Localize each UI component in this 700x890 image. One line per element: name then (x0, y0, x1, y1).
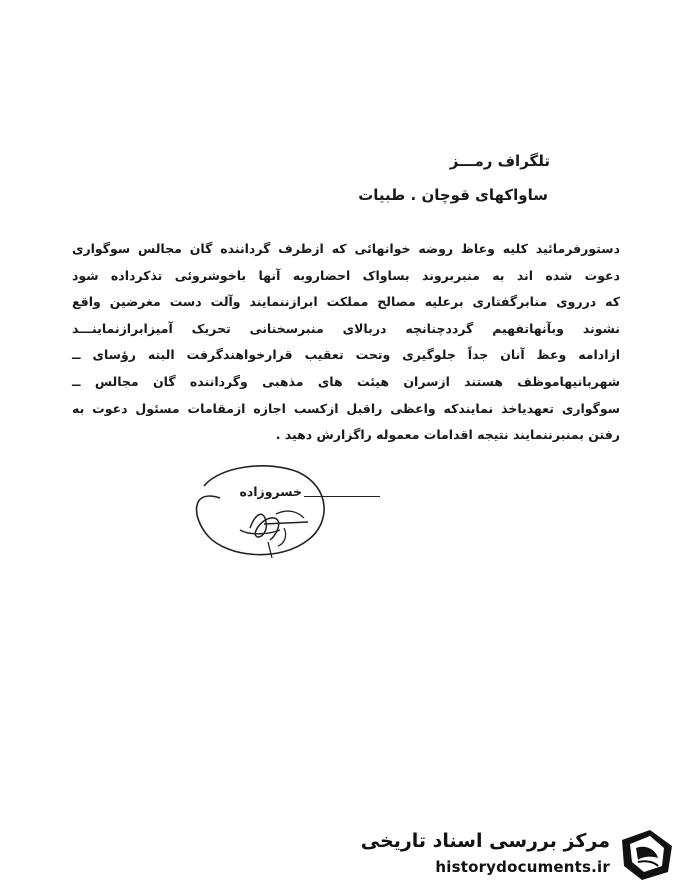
signature-block (180, 458, 390, 578)
telegram-body (72, 236, 620, 449)
watermark-org-name: مرکز بررسی اسناد تاریخی (360, 830, 610, 852)
body-line: دعوت شده اند به منبربروند بساواک احضاروبه آنها باخوشروئی تذکرداده شود (72, 267, 620, 283)
body-line: دستورفرمائید کلیه وعاظ روضه خوانهائی که ازطرف گرداننده گان مجالس سوگواری (72, 241, 620, 256)
telegram-recipients: ساواکهای قوچان . طبیات (358, 186, 548, 204)
watermark-footer (360, 824, 682, 884)
watermark-url: historydocuments.ir (435, 858, 610, 876)
historydocuments-logo-icon (616, 826, 678, 882)
body-line: سوگواری تعهدیاخذ نمایندکه واعظی راقبل ازکسب اجازه ازمقامات مسئول دعوت به (72, 400, 620, 416)
body-line: شهربانیهاموظف هستند ازسران هیئت های مذهبی وگرداننده گان مجالس ــ (72, 373, 620, 389)
body-line: ازادامه وعظ آنان جداً جلوگیری وتحت تعقیب قرارخواهندگرفت البته رؤسای ــ (72, 347, 620, 363)
body-line: نشوند وبآنهاتفهیم گرددچنانچه دربالای منبرسخنانی تحریک آمیزابرازنماینـــد (72, 320, 620, 336)
handwritten-signature-icon (180, 458, 390, 578)
body-line: رفتن بمنبرننمایند نتیجه اقدامات معموله راگزارش دهید . (275, 427, 620, 443)
signature-name: خسروزاده (239, 484, 302, 499)
signature-rule (304, 496, 380, 497)
body-line: که درروی منابرگفتاری برعلیه مصالح مملکت ابرازننمایند وآلت دست مغرضین واقع (72, 294, 620, 310)
telegram-title: تلگراف رمـــز (449, 152, 550, 170)
